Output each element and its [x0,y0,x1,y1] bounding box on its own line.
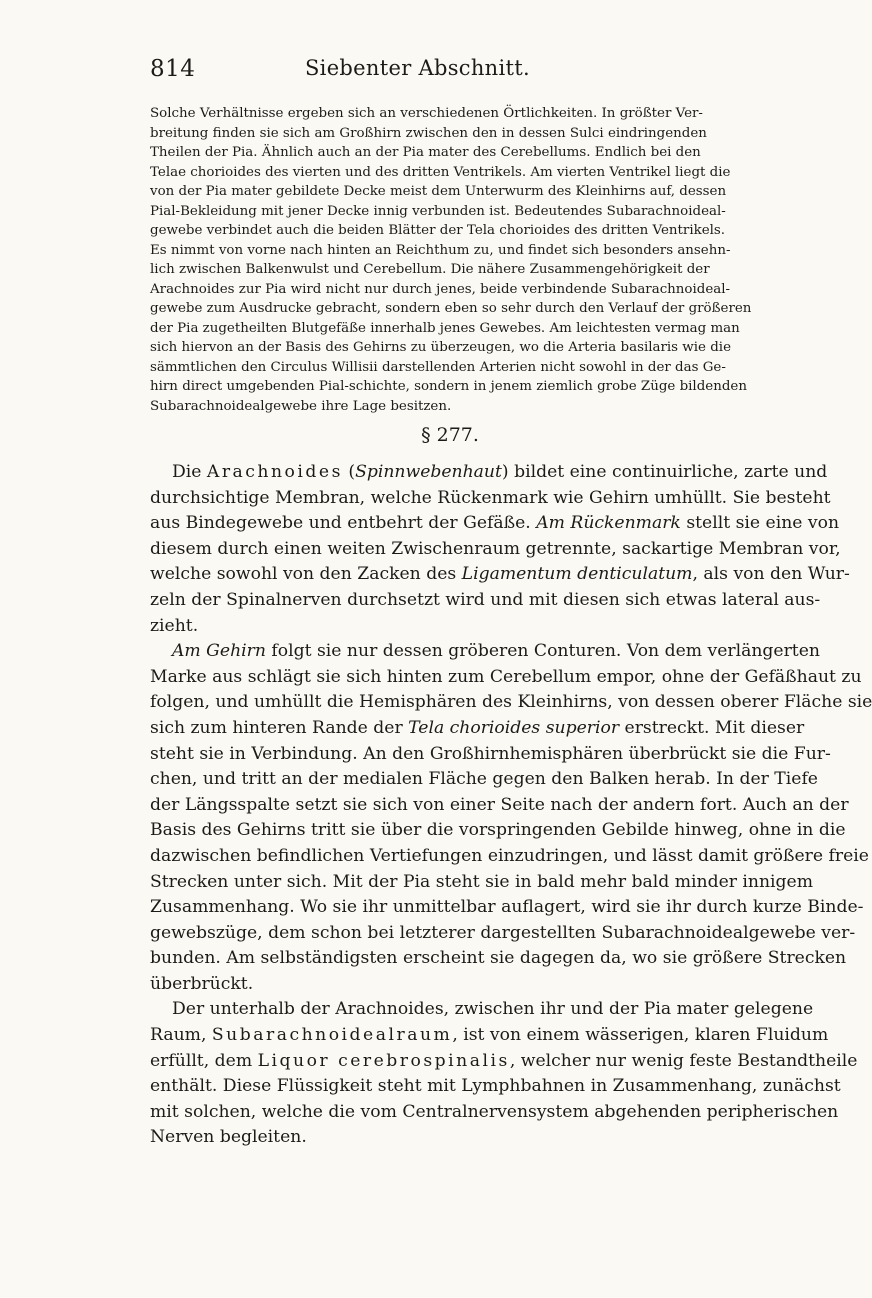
text-line: Marke aus schlägt sie sich hinten zum Cerebellum empor, ohne der Gefäßhaut zu [150,666,862,687]
text-run: folgt sie nur dessen gröberen Conturen. Von dem verlängerten [265,641,820,662]
text-line: enthält. Diese Flüssigkeit steht mit Lymphbahnen in Zusammenhang, zunächst [150,1076,841,1097]
text-line: mit solchen, welche die vom Centralnervensystem abgehenden peripherischen [150,1101,839,1122]
text-line: Der unterhalb der Arachnoides, zwischen ihr und der Pia mater gelegene [172,999,814,1020]
italic-term: Tela chorioides superior [408,717,620,738]
text-line: zieht. [150,615,199,636]
text-run: erstreckt. Mit dieser [619,717,805,738]
text-run: welche sowohl von den Zacken des [150,564,462,585]
text-line [150,639,820,665]
text-line: dazwischen befindlichen Vertiefungen einzudringen, und lässt damit größere freie [150,845,869,866]
text-run: , als von den Wur- [692,564,850,585]
text-line: Basis des Gehirns tritt sie über die vorspringenden Gebilde hinweg, ohne in die [150,820,846,841]
text-line: gewebe zum Ausdrucke gebracht, sondern eben so sehr durch den Verlauf der größeren [150,301,752,316]
italic-term: Spinnwebenhaut [355,462,502,482]
text-run: , welcher nur wenig feste Bestandtheile [509,1050,858,1071]
spaced-term: Subarachnoidealraum [211,1025,453,1046]
text-line: Solche Verhältnisse ergeben sich an verschiedenen Örtlichkeiten. In größter Ver- [150,106,703,121]
text-run: Raum, [150,1025,212,1046]
text-line: der Pia zugetheilten Blutgefäße innerhalb jenes Gewebes. Am leichtesten vermag man [150,320,740,336]
text-line [150,716,805,742]
small-print-paragraph [150,104,750,416]
text-line: gewebszüge, dem schon bei letzterer dargestellten Subarachnoidealgewebe ver- [150,922,856,943]
text-line: Pial-Bekleidung mit jener Decke innig verbunden ist. Bedeutendes Subarachnoideal- [150,203,726,219]
text-line: gewebe verbindet auch die beiden Blätter der Tela chorioides des dritten Ventrikels. [150,223,726,238]
text-line: durchsichtige Membran, welche Rückenmark wie Gehirn umhüllt. Sie besteht [150,487,831,508]
text-run: aus Bindegewebe und entbehrt der Gefäße. [150,513,537,534]
text-line: steht sie in Verbindung. An den Großhirnhemisphären überbrückt sie die Fur- [150,743,831,764]
text-line: Zusammenhang. Wo sie ihr unmittelbar auflagert, wird sie ihr durch kurze Binde- [150,897,864,918]
text-line: von der Pia mater gebildete Decke meist dem Unterwurm des Kleinhirns auf, dessen [150,184,727,199]
text-run: stellt sie eine von [680,513,840,534]
text-run: Die [172,462,207,482]
text-line: zeln der Spinalnerven durchsetzt wird und mit diesen sich etwas lateral aus- [150,589,821,610]
page-header [150,56,750,90]
italic-term: Ligamentum denticulatum [461,564,693,585]
text-run: ( [342,462,356,482]
text-line [150,511,840,537]
text-line: bunden. Am selbständigsten erscheint sie dagegen da, wo sie größere Strecken [150,948,847,969]
text-line: überbrückt. [150,973,254,994]
text-line: Subarachnoidealgewebe ihre Lage besitzen. [150,398,452,414]
text-line: sämmtlichen den Circulus Willisii darstellenden Arterien nicht sowohl in der das Ge- [150,359,726,375]
text-run: sich zum hinteren Rande der [150,717,409,738]
italic-term: Am Rückenmark [536,513,681,534]
text-run: erfüllt, dem [150,1050,258,1071]
italic-term: Am Gehirn [172,641,266,662]
text-line: Es nimmt von vorne nach hinten an Reichthum zu, und findet sich besonders ansehn- [150,242,731,258]
text-line: Telae chorioides des vierten und des dritten Ventrikels. Am vierten Ventrikel liegt die [150,164,731,180]
text-line: breitung finden sie sich am Großhirn zwischen den in dessen Sulci eindringenden [150,125,707,141]
text-line: Theilen der Pia. Ähnlich auch an der Pia mater des Cerebellums. Endlich bei den [150,145,701,160]
page-number: 814 [150,56,196,82]
text-line: chen, und tritt an der medialen Fläche gegen den Balken herab. In der Tiefe [150,769,818,790]
text-line: Nerven begleiten. [150,1127,307,1148]
spaced-term: Arachnoides [206,462,343,482]
running-title: Siebenter Abschnitt. [305,56,530,80]
main-text [150,460,872,1151]
text-line: hirn direct umgebenden Pial-schichte, sondern in jenem ziemlich grobe Züge bildenden [150,379,747,394]
text-run: ) bildet eine continuirliche, zarte und [501,462,828,482]
text-line: diesem durch einen weiten Zwischenraum getrennte, sackartige Membran vor, [150,538,841,559]
text-line [150,460,828,486]
section-heading: § 277. [421,424,479,446]
text-line [150,1023,829,1049]
text-line: lich zwischen Balkenwulst und Cerebellum. Die nähere Zusammengehörigkeit der [150,262,710,277]
text-line: Arachnoides zur Pia wird nicht nur durch jenes, beide verbindende Subarachnoideal- [150,281,731,297]
text-line [150,1049,858,1075]
text-line: sich hiervon an der Basis des Gehirns zu überzeugen, wo die Arteria basilaris wie die [150,340,732,355]
text-line: der Längsspalte setzt sie sich von einer Seite nach der andern fort. Auch an der [150,794,849,815]
spaced-term: Liquor cerebrospinalis [257,1050,510,1071]
text-line: Strecken unter sich. Mit der Pia steht sie in bald mehr bald minder innigem [150,871,814,892]
text-line: folgen, und umhüllt die Hemisphären des Kleinhirns, von dessen oberer Fläche sie [150,692,872,713]
text-run: , ist von einem wässerigen, klaren Fluidum [452,1025,829,1046]
text-line [150,562,850,588]
